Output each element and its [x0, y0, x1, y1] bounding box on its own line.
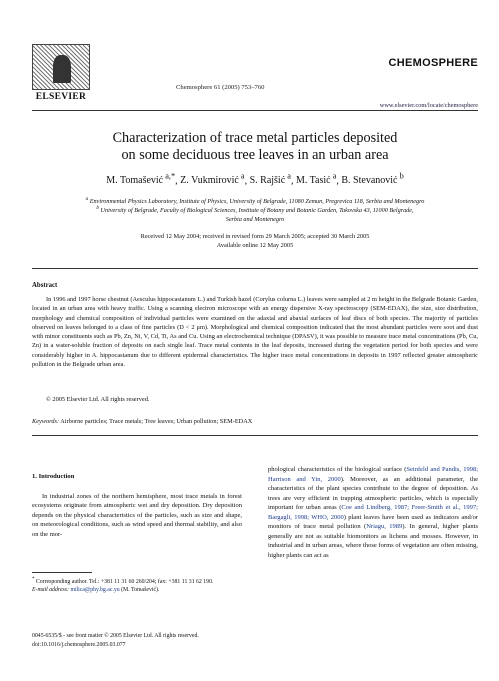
author-list: M. Tomašević $^{a,*}$, Z. Vukmirović $^a$, S. Rajšić $^a$, M. Tasić $^a$, B. Stevanović $^b$	[106, 172, 404, 187]
abstract-text: In 1996 and 1997 horse chestnut (Aesculus hippocastanum L.) and Turkish hazel (Corylus colurna L.) leaves were sampled at 2 m height in the Belgrade Botanic Garden, located in an urban area with heavy traffic. Using a scanning electron microscope with an energy dispersive X-ray spectroscopy (SEM-EDAX), the size, size distribution, morphology and chemical composition of individual particles were examined on the adaxial and abaxial surfaces of leaf discs of both species. The majority of particles observed on leaves belonged to a class of fine particles (D < 2 μm). Morphological and chemical composition indicated that the most abundant particles were soot and dust with minor constituents such as Pb, Zn, Ni, V, Cd, Ti, As and Cu. Using an electrochemical technique (DPASV), it was possible to measure trace metal concentrations (Pb, Cu, Zn) in a water-soluble fraction of deposits on each single leaf. Trace metal contents in the leaf deposits, increased during the vegetation period for both species and were considerably higher in A. hippocastanum due to different epidermal characteristics. The higher trace metal concentrations in deposits in 1997 reflected greater atmospheric pollution in the Belgrade urban area.	[32, 296, 478, 369]
header-rule	[32, 110, 478, 111]
intro-paragraph: In industrial zones of the northern hemisphere, most trace metals in forest ecosystems originate from atmospheric wet and dry deposition. Dry deposition depends on the physical characteristics of the particles, such as size and shape, on meteorological conditions, such as wind speed and thermal stability, and also on the mor-	[32, 492, 242, 538]
email-label: E-mail address:	[32, 587, 69, 594]
journal-url-link[interactable]: www.elsevier.com/locate/chemosphere	[379, 102, 478, 109]
elsevier-logo	[32, 44, 90, 104]
abstract-copyright: © 2005 Elsevier Ltd. All rights reserved.	[46, 396, 150, 403]
journal-reference: Chemosphere 61 (2005) 753–760	[176, 84, 265, 91]
author[interactable]: M. Tasić $^a$	[295, 172, 337, 187]
citation-link[interactable]: Seinfeld and Pandis, 1998; Harrison and Yin, 2000	[268, 466, 478, 483]
article-title	[32, 130, 478, 164]
journal-name: CHEMOSPHERE	[388, 57, 478, 69]
publisher-name: ELSEVIER	[35, 92, 87, 102]
author[interactable]: Z. Vukmirović $^a$	[180, 172, 245, 187]
intro-paragraph-continued: phological characteristics of the biological surface (Seinfeld and Pandis, 1998; Harrison and Yin, 2000). Moreover, as an additional parameter, the characteristics of the plant species contribute to the degree of deposition. As trees are very efficient in trapping atmospheric particles, which is especially important for urban areas (Coe and Lindberg, 1987; Freer-Smith et al., 1997; Bargagli, 1998; WHO, 2000) plant leaves have been used as indicators and/or monitors of trace metal pollution (Nriagu, 1989). In general, higher plants generally are not as suitable biomonitors as lichens and mosses. However, in industrial and in urban areas, where those forms of vegetation are often missing, higher plants can act as	[268, 466, 478, 559]
email-link[interactable]: milica@phy.bg.ac.yu	[70, 587, 120, 594]
citation-link[interactable]: Coe and Lindberg, 1987; Freer-Smith et al., 1997; Bargagli, 1998; WHO, 2000	[268, 504, 478, 521]
journal-header	[32, 44, 478, 109]
abstract-top-rule	[32, 268, 478, 269]
author[interactable]: M. Tomašević $^{a,*}$	[106, 172, 176, 187]
article-footer	[32, 632, 199, 649]
column-left	[32, 472, 242, 539]
title-line: on some deciduous tree leaves in an urban area	[121, 147, 389, 163]
citation-link[interactable]: Nriagu, 1989	[366, 523, 403, 530]
keywords	[32, 418, 252, 425]
affiliation-a: $^a$ Environmental Physics Laboratory, Institute of Physics, University of Belgrade, 11080 Zemun, Pregrevica 118, Serbia and Montenegro	[85, 196, 425, 206]
affiliation-b: $^b$ University of Belgrade, Faculty of Biological Sciences, Institute of Botany and Botanic Garden, Takovska 43, 11000 Belgrade, Serbia and Montenegro	[96, 205, 414, 223]
abstract-heading: Abstract	[32, 282, 58, 289]
title-line: Characterization of trace metal particles deposited	[112, 130, 398, 146]
doi-line[interactable]: doi:10.1016/j.chemosphere.2005.03.077	[32, 641, 126, 648]
online-date: Available online 12 May 2005	[216, 242, 294, 249]
keywords-label: Keywords:	[32, 418, 60, 425]
footnote-rule	[32, 572, 92, 573]
column-right	[268, 465, 478, 560]
author[interactable]: B. Stevanović $^b$	[341, 172, 404, 187]
elsevier-tree-icon	[32, 44, 90, 90]
footnote: * Corresponding author. Tel.: +381 11 31 60 260/204; fax: +381 11 31 62 190. E-mail address: milica@phy.bg.ac.yu (M. Tomašević).	[32, 577, 214, 594]
received-dates: Received 12 May 2004; received in revised form 29 March 2005; accepted 30 March 2005	[140, 233, 370, 240]
section-heading: 1. Introduction	[32, 473, 75, 480]
keywords-list: Airborne particles; Trace metals; Tree leaves; Urban pollution; SEM-EDAX	[60, 418, 253, 425]
abstract-bottom-rule	[32, 435, 478, 436]
author[interactable]: S. Rajšić $^a$	[249, 172, 291, 187]
issn-line: 0045-6535/$ - see front matter © 2005 Elsevier Ltd. All rights reserved.	[32, 633, 199, 639]
